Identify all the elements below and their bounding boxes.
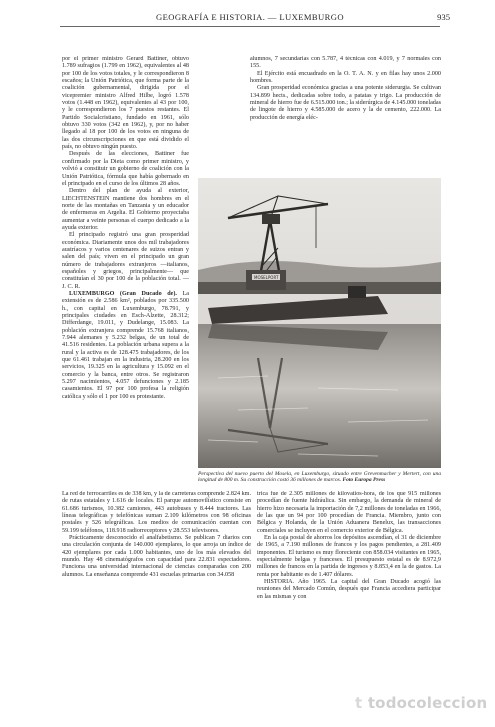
paragraph: Dentro del plan de ayuda al exterior, LIECHTENSTEIN mantiene dos hombres en el norte de las montañas en Tanzania y un educador de enfermeras en Argelia. El Gobierno proyectaba aumentar a veinte personas el cuerpo dedicado a la ayuda exterior.	[62, 188, 189, 231]
running-title: GEOGRAFÍA E HISTORIA. — LUXEMBURGO	[60, 10, 440, 27]
photo-caption	[198, 471, 441, 489]
paragraph-lead: La extensión es de 2.586 km², poblados por 335.500 h., con capital en Luxemburgo, 78.791, y principales ciudades en Esch-Alzette, 28.312; Differdange, 19.011, y Dudelange, 15.083. La población extranjera comprende 15.768 italianos, 7.944 alemanes y 5.232 belgas, de un total de 41.516 residentes. La población urbana supera a la rural y la activa es de 128.475 trabajadores, de los que 61.461 trabajan en la industria, 28.200 en los servicios, 19.325 en la agricultura y 15.092 en el comercio y la banca, entre otros. Se registraron 5.297 nacimientos, 4.057 defunciones y 2.185 casamientos. El 97 por 100 profesa la religión católica y sólo el 1 por 100 es protestante.	[62, 291, 189, 400]
page-number: 935	[437, 12, 450, 22]
paragraph: trica fue de 2.305 millones de kilovatios-hora, de los que 915 millones procedían de fuente hidráulica. Sin embargo, la demanda de mineral de hierro hizo necesaria la importación de 7,2 millones de toneladas en 1966, de las que un 94 por 100 procedían de Francia. Miembro, junto con Bélgica y Holanda, de la Unión Aduanera Benelux, las transacciones comerciales se incluyen en el comercio exterior de Bélgica.	[257, 491, 441, 534]
paragraph: Después de las elecciones, Battiner fue confirmado por la Dieta como primer ministro, y volvió a constituir un gobierno de coalición con la Unión Patriótica, fórmula que había gobernado en el principado en el curso de los últimos 28 años.	[62, 151, 189, 187]
right-column-bottom	[257, 491, 441, 727]
paragraph: alumnos, 7 secundarias con 5.787, 4 técnicas con 4.019, y 7 normales con 155.	[250, 56, 441, 70]
watermark-text: todocoleccion	[367, 694, 488, 712]
barge-cabin	[348, 286, 366, 298]
section-intro-luxembourg	[62, 291, 189, 401]
section-heading: LUXEMBURGO (Gran Ducado de).	[69, 291, 177, 297]
paragraph: por el primer ministro Gerard Battiner, obtuvo 1.789 sufragios (1.799 en 1962), equivalentes al 48 por 100 de los votos totales, y le correspondieron 8 escaños; la Unión Patriótica, que forma parte de la coalición gubernamental, dirigida por el vicepremier ministro Alfred Hilbe, logró 1.578 votos (1.448 en 1962), equivalentes al 43 por 100, y le correspondieron los 7 puestos restantes. El Partido Socialcristiano, fundado en 1961, sólo obtuvo 330 votos (342 en 1962), y, por no haber llegado al 18 por 100 de los votos en ninguna de las dos circunscripciones en que está dividido el país, no obtuvo ningún puesto.	[62, 56, 189, 151]
paragraph: El Ejército está encuadrado en la O. T. A. N. y en filas hay unos 2.000 hombres.	[250, 70, 441, 85]
photo-credit: Foto Europa Press	[342, 477, 386, 484]
paragraph: Gran prosperidad económica gracias a una potente siderurgia. Se cultivan 134.899 hects., dedicadas sobre todo, a patatas y trigo. La producción de mineral de hierro fue de 6.515.000 ton.; la siderúrgica de 4.145.000 toneladas de lingote de hierro y 4.585.000 de acero y la de cemento, 222.000. La producción de energía eléc-	[250, 85, 441, 121]
left-column-bottom	[62, 491, 251, 727]
quay	[198, 282, 441, 294]
paragraph: Prácticamente desconocido el analfabetismo. Se publican 7 diarios con una circulación conjunta de 140.000 ejemplares, lo que arroja un índice de 420 ejemplares por cada 1.000 habitantes, uno de los más elevados del mundo. Hay 48 cinematógrafos con capacidad para 22.831 espectadores. Funciona una universidad internacional de ciencias comparadas con 200 alumnos. La enseñanza comprende 431 escuelas primarias con 34.058	[62, 535, 251, 578]
sign-label: MOSELPORT	[254, 275, 279, 280]
paragraph: HISTORIA. Año 1965. La capital del Gran Ducado acogió las reuniones del Mercado Común, después que Francia accediera participar en las mismas y con	[257, 579, 441, 600]
paragraph: En la caja postal de ahorros los depósitos ascendían, el 31 de diciembre de 1965, a 7.190 millones de francos y los pagos pendientes, a 281.409 imponentes. El turismo es muy floreciente con 858.034 visitantes en 1965, especialmente belgas y franceses. El presupuesto estatal es de 8.972,9 millones de francos en la partida de ingresos y 8.853,4 en la de gastos. La renta por habitante es de 1.407 dólares.	[257, 535, 441, 578]
photo-moselle-port	[198, 178, 441, 468]
paragraph: La red de ferrocarriles es de 338 km, y la de carreteras comprende 2.824 km. de rutas estatales y 1.616 de locales. El parque automovilístico consiste en 61.686 turismos, 10.382 camiones, 443 autobuses y 8.444 tractores. Las líneas telegráficas y telefónicas suman 2.109 kilómetros con 98 oficinas postales y 526 telegráficas. Los medios de comunicación cuentan con 59.199 teléfonos, 118.918 radiorreceptores y 28.553 televisores.	[62, 491, 251, 534]
paragraph: El principado registró una gran prosperidad económica. Diariamente unos dos mil trabajadores austríacos y varios centenares de suizos entran y salen del país; viven en el principado un gran número de trabajadores extranjeros —italianos, españoles y griegos, principalmente— que constituían el 30 por 100 de la población total. — J. C. R.	[62, 232, 189, 290]
right-column-top	[250, 56, 441, 173]
watermark	[355, 694, 488, 716]
left-column-top	[62, 56, 189, 489]
caption-text: Perspectiva del nuevo puerto del Mosela, en Luxemburgo, situado entre Grevenmacher y Mertert, con una longitud de 800 m. Su construcción costó 36 millones de marcos.	[198, 471, 441, 484]
photo-illustration	[198, 178, 441, 468]
watermark-prefix: t	[355, 694, 363, 712]
